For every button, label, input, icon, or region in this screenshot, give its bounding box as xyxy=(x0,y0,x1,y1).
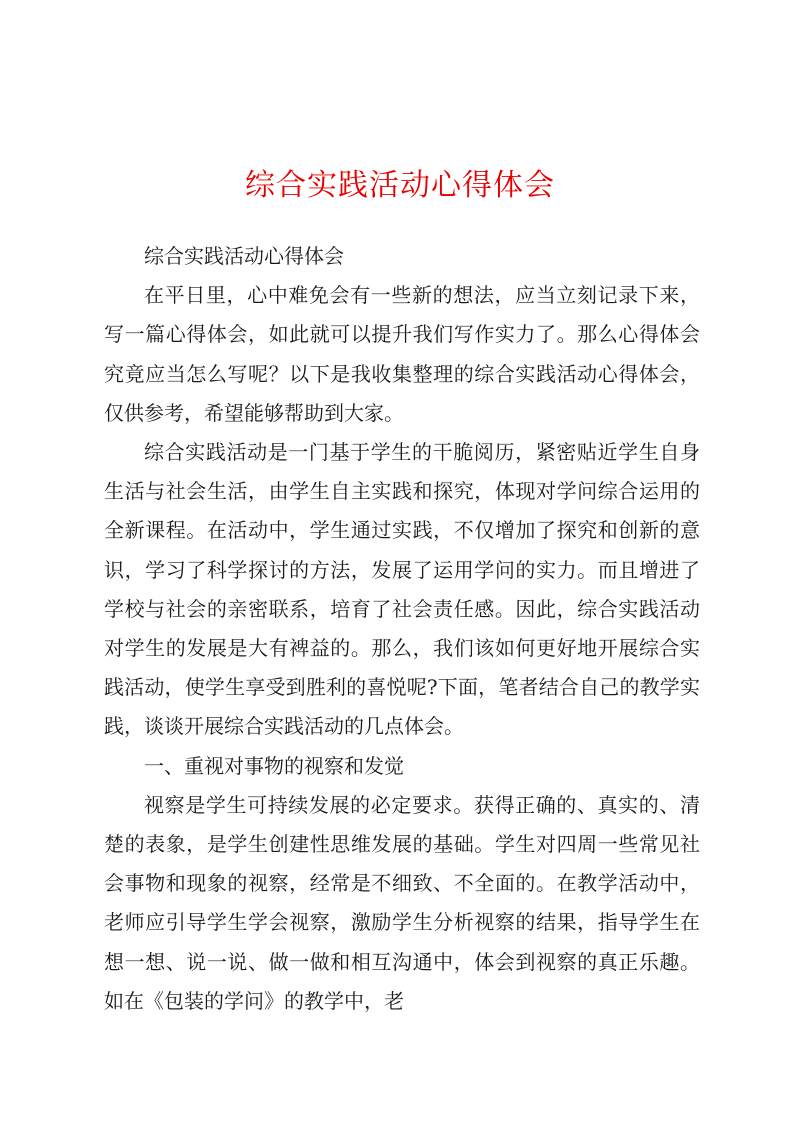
body-paragraph: 综合实践活动是一门基于学生的干脆阅历，紧密贴近学生自身生活与社会生活，由学生自主实践和探究，体现对学问综合运用的全新课程。在活动中，学生通过实践，不仅增加了探究和创新的意识，学习了科学探讨的方法，发展了运用学问的实力。而且增进了学校与社会的亲密联系，培育了社会责任感。因此，综合实践活动对学生的发展是大有裨益的。那么，我们该如何更好地开展综合实践活动，使学生享受到胜利的喜悦呢?下面，笔者结合自己的教学实践，谈谈开展综合实践活动的几点体会。 xyxy=(104,440,700,739)
body-paragraph: 视察是学生可持续发展的必定要求。获得正确的、真实的、清楚的表象，是学生创建性思维发展的基础。学生对四周一些常见社会事物和现象的视察，经常是不细致、不全面的。在教学活动中，老师应引导学生学会视察，激励学生分析视察的结果，指导学生在想一想、说一说、做一做和相互沟通中，体会到视察的真正乐趣。如在《包装的学问》的教学中，老 xyxy=(104,792,700,1013)
document-title: 综合实践活动心得体会 xyxy=(245,168,555,203)
document-subtitle: 综合实践活动心得体会 xyxy=(144,244,344,268)
document-body xyxy=(104,237,700,1021)
intro-paragraph: 在平日里，心中难免会有一些新的想法，应当立刻记录下来，写一篇心得体会，如此就可以提升我们写作实力了。那么心得体会究竟应当怎么写呢？以下是我收集整理的综合实践活动心得体会，仅供参考，希望能够帮助到大家。 xyxy=(104,283,700,425)
section-heading: 一、重视对事物的视察和发觉 xyxy=(144,753,404,778)
